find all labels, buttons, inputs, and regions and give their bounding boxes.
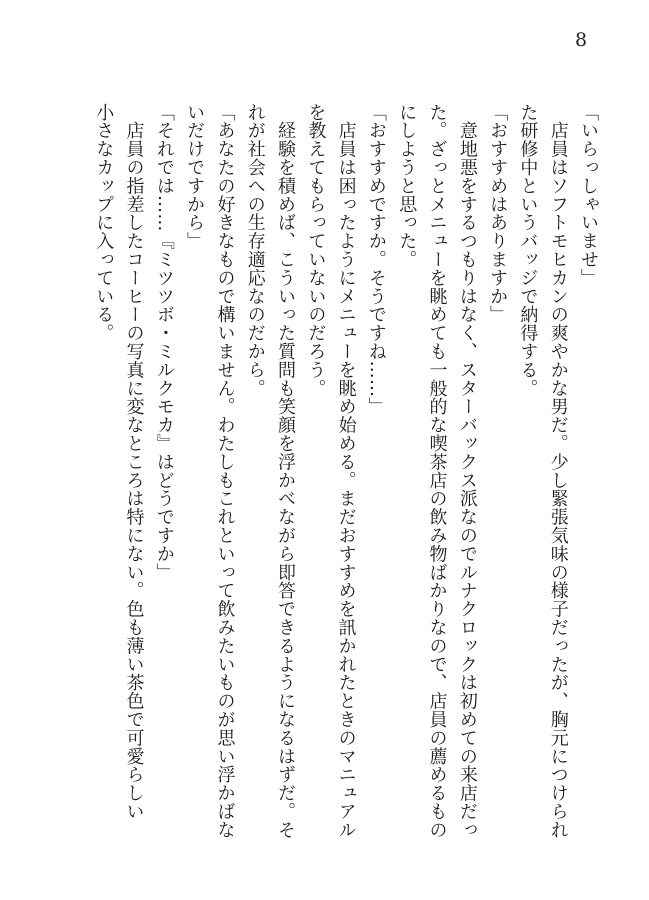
text-line: いだけですから」 [184,103,206,251]
text-line: 店員はソフトモヒカンの爽やかな男だ。少し緊張気味の様子だったが、胸元につけられ [547,103,569,839]
text-line: にしようと思った。 [396,103,418,269]
vertical-text-body [93,103,603,839]
text-line: 「あなたの好きなもので構いません。わたしもこれといって飲みたいものが思い浮かばな [214,103,236,839]
page-number: 8 [575,29,588,51]
text-line: 意地悪をするつもりはなく、スターバックス派なのでルナクロックは初めての来店だっ [456,103,478,839]
text-line: た。ざっとメニューを眺めても一般的な喫茶店の飲み物ばかりなので、店員の薦めるもの [426,103,448,839]
text-line: 「おすすめはありますか」 [487,103,509,324]
text-line: 「いらっしゃいませ」 [578,103,599,287]
text-line: を教えてもらっていないのだろう。 [305,103,327,398]
text-line: 「それでは……『ミツツボ・ミルクモカ』はどうですか」 [153,103,175,582]
text-line: 店員は困ったようにメニューを眺め始める。まだおすすめを訊かれたときのマニュアル [335,103,357,839]
text-line: 「おすすめですか。そうですね……」 [365,103,387,416]
text-line: れが社会への生存適応なのだから。 [244,103,266,398]
text-line: た研修中というバッジで納得する。 [517,103,539,398]
text-line: 店員の指差したコーヒーの写真に変なところは特にない。色も薄い茶色で可愛らしい [123,103,145,821]
text-line: 小さなカップに入っている。 [93,103,115,343]
text-line: 経験を積めば、こういった質問も笑顔を浮かべながら即答できるようになるはずだ。そ [275,103,297,839]
